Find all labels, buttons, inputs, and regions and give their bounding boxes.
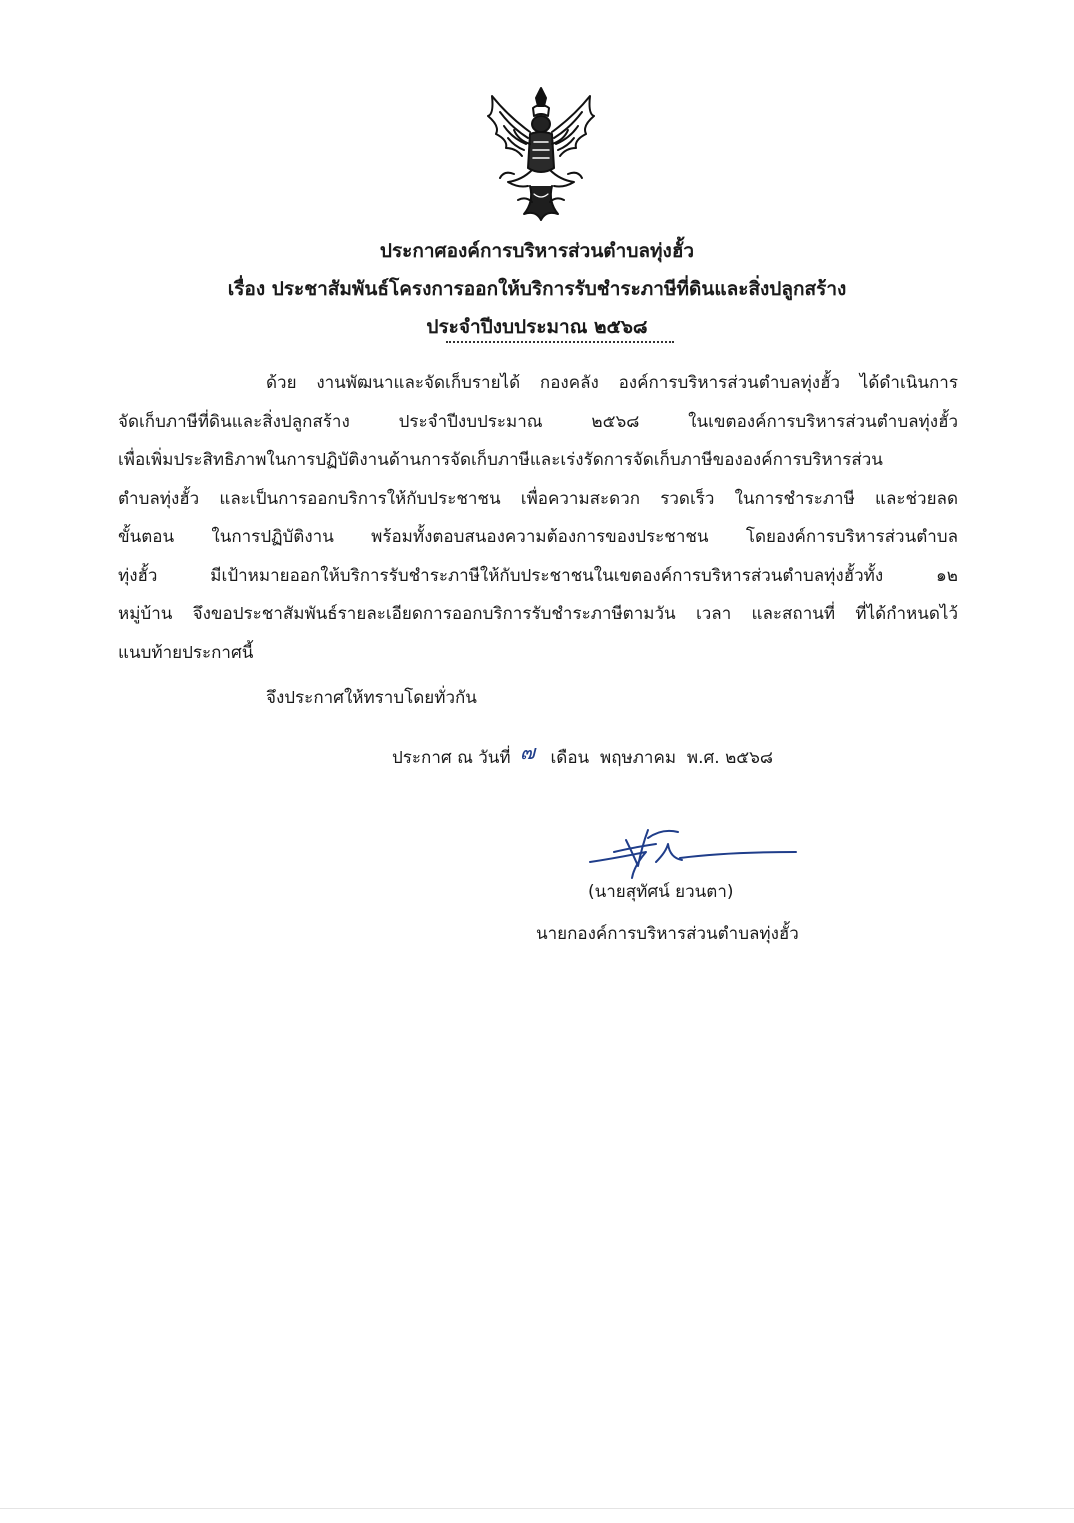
- body-line: ด้วย งานพัฒนาและจัดเก็บรายได้ กองคลัง องค์การบริหารส่วนตำบลทุ่งฮั้ว ได้ดำเนินการ: [266, 373, 958, 393]
- closing-statement: จึงประกาศให้ทราบโดยทั่วกัน: [266, 688, 477, 708]
- date-prefix: ประกาศ ณ วันที่: [392, 748, 511, 768]
- body-paragraph: [118, 364, 958, 672]
- body-line: ทุ่งฮั้ว มีเป้าหมายออกให้บริการรับชำระภาษีให้กับประชาชนในเขตองค์การบริหารส่วนตำบลทุ่งฮั้วทั้ง ๑๒: [118, 565, 958, 586]
- document-header: [120, 232, 954, 346]
- body-line: ขั้นตอน ในการปฏิบัติงาน พร้อมทั้งตอบสนองความต้องการของประชาชน โดยองค์การบริหารส่วนตำบล: [118, 527, 958, 547]
- date-day-handwritten: ๗: [520, 740, 536, 764]
- header-title: ประกาศองค์การบริหารส่วนตำบลทุ่งฮั้ว: [379, 240, 695, 262]
- page-bottom-edge: [0, 1508, 1074, 1509]
- announcement-date: [392, 740, 773, 772]
- body-line: แนบท้ายประกาศนี้: [118, 642, 254, 663]
- header-separator: [446, 341, 674, 343]
- garuda-emblem-icon: [478, 82, 604, 224]
- date-month-label: เดือน: [550, 748, 590, 768]
- date-month: พฤษภาคม: [600, 748, 677, 768]
- body-line: ตำบลทุ่งฮั้ว และเป็นการออกบริการให้กับประชาชน เพื่อความสะดวก รวดเร็ว ในการชำระภาษี และช่วยลด: [118, 488, 958, 509]
- header-subject: เรื่อง ประชาสัมพันธ์โครงการออกให้บริการรับชำระภาษีที่ดินและสิ่งปลูกสร้าง: [227, 278, 847, 300]
- signer-title: นายกองค์การบริหารส่วนตำบลทุ่งฮั้ว: [536, 924, 799, 944]
- header-fiscal-year: ประจำปีงบประมาณ ๒๕๖๘: [426, 316, 648, 338]
- body-line: เพื่อเพิ่มประสิทธิภาพในการปฏิบัติงานด้านการจัดเก็บภาษีและเร่งรัดการจัดเก็บภาษีขององค์การบริหารส่วน: [118, 450, 883, 470]
- signature-icon: [586, 822, 801, 884]
- signer-name: (นายสุทัศน์ ยวนตา): [588, 882, 734, 902]
- body-line: จัดเก็บภาษีที่ดินและสิ่งปลูกสร้าง ประจำปีงบประมาณ ๒๕๖๘ ในเขตองค์การบริหารส่วนตำบลทุ่งฮั้ว: [118, 411, 958, 432]
- date-year: พ.ศ. ๒๕๖๘: [686, 748, 774, 768]
- body-line: หมู่บ้าน จึงขอประชาสัมพันธ์รายละเอียดการออกบริการรับชำระภาษีตามวัน เวลา และสถานที่ ที่ได้กำหนดไว้: [118, 604, 958, 624]
